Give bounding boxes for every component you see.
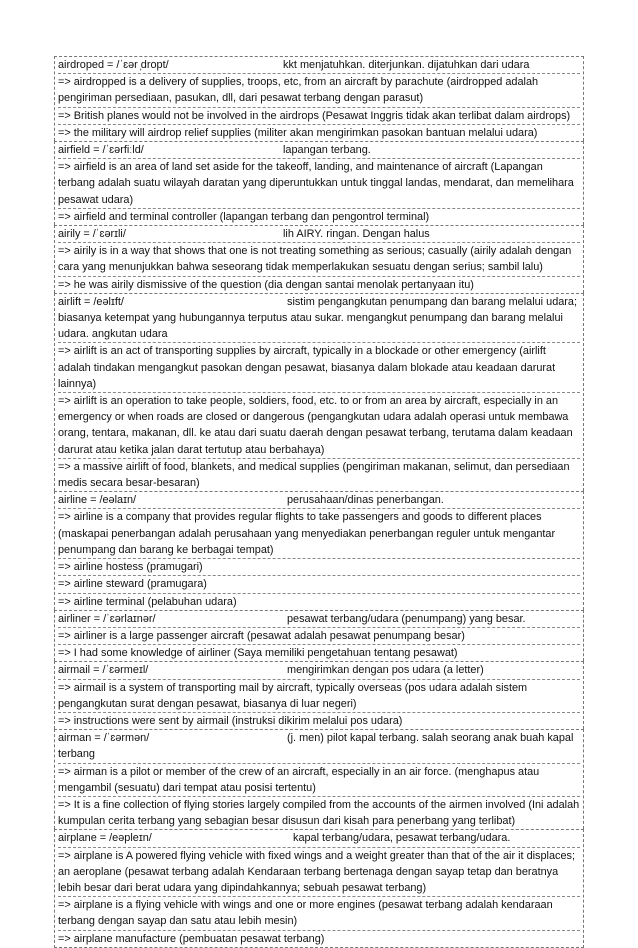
example-line: => airman is a pilot or member of the crew of an aircraft, especially in an air force. (menghapus atau mengambil (sesuatu) dari tempat atau posisi tertentu) (58, 763, 580, 796)
example-line: => airdropped is a delivery of supplies, troops, etc, from an aircraft by parachute (airdropped adalah pengiriman persediaan, pasukan, dll, dari pesawat terbang dengan parasut) (58, 73, 580, 106)
dictionary-entry (54, 729, 584, 829)
entry-headword-line (58, 294, 580, 343)
example-line: => airmail is a system of transporting mail by aircraft, typically overseas (pos udara adalah sistem pengangkutan surat dengan pesawat, biasanya di luar negeri) (58, 679, 580, 712)
definition: perusahaan/dinas penerbangan. (287, 494, 444, 507)
headword: airily = /ˈɛərɪli/ (58, 228, 126, 241)
example-line: => airfield is an area of land set aside for the takeoff, landing, and maintenance of aircraft (Lapangan terbang adalah suatu wilayah daratan yang diperuntukkan untuk tinggal landas, mendarat, dan memelihara pesawat udara) (58, 158, 580, 208)
entry-headword-line (58, 492, 580, 508)
definition: (j. men) pilot kapal terbang. salah seorang anak buah kapal terbang (58, 732, 574, 761)
definition: sistim pengangkutan penumpang dan barang melalui udara; biasanya ketempat yang hubungannya terputus atau sukar. mengangkut penumpang dan barang melalui udara. angkutan udara (58, 295, 578, 341)
example-line: => It is a fine collection of flying stories largely compiled from the accounts of the airmen involved (Ini adalah kumpulan cerita terbang yang sebagian besar disusun dari kisah para penerbang yang terlibat) (58, 796, 580, 829)
example-line: => airfield and terminal controller (lapangan terbang dan pengontrol terminal) (58, 208, 580, 225)
dictionary-entry (54, 610, 584, 662)
example-line: => British planes would not be involved in the airdrops (Pesawat Inggris tidak akan terlibat dalam airdrops) (58, 107, 580, 124)
example-line: => airplane manufacture (pembuatan pesawat terbang) (58, 930, 580, 947)
example-line: => airline is a company that provides regular flights to take passengers and goods to different places (maskapai penerbangan adalah perusahaan yang menyediakan penerbangan reguler untuk mengantar penumpang dan barang ke berbagai tempat) (58, 508, 580, 558)
example-line: => airplane is a flying vehicle with wings and one or more engines (pesawat terbang adalah kendaraan terbang dengan sayap dan satu atau lebih mesin) (58, 896, 580, 929)
definition: kkt menjatuhkan. diterjunkan. dijatuhkan dari udara (283, 59, 530, 71)
entry-headword-line (58, 662, 580, 678)
entry-headword-line (58, 57, 580, 73)
example-line: => instructions were sent by airmail (instruksi dikirim melalui pos udara) (58, 712, 580, 729)
entry-headword-line (58, 830, 580, 846)
dictionary-entry (54, 56, 584, 141)
definition: lapangan terbang. (283, 144, 371, 157)
example-line: => airplane is A powered flying vehicle with fixed wings and a weight greater than that of the air it displaces; an aeroplane (pesawat terbang adalah Kendaraan terbang bertenaga dengan sayap tetap dan beratnya lebih besar dari berat udara yang dipindahkannya; sebuah pesawat terbang) (58, 847, 580, 897)
headword: airline = /eəlaɪn/ (58, 494, 137, 507)
headword: airlift = /eəlɪft/ (58, 295, 124, 308)
example-line: => he was airily dismissive of the question (dia dengan santai menolak pertanyaan itu) (58, 276, 580, 293)
dictionary-entry (54, 225, 584, 293)
dictionary-page (54, 56, 584, 948)
dictionary-entry (54, 829, 584, 947)
headword: airmail = /ˈɛərmeɪl/ (58, 664, 149, 677)
example-line: => airlift is an act of transporting supplies by aircraft, typically in a blockade or other emergency (airlift adalah tindakan mengangkut pasokan dengan pesawat, biasanya dalam blokade atau keadaan darurat lainnya) (58, 342, 580, 392)
definition: kapal terbang/udara, pesawat terbang/udara. (293, 832, 511, 845)
dictionary-entry (54, 293, 584, 491)
headword: airman = /ˈɛərmən/ (58, 732, 150, 745)
example-line: => the military will airdrop relief supplies (militer akan mengirimkan pasokan bantuan melalui udara) (58, 124, 580, 141)
entry-headword-line (58, 611, 580, 627)
headword: airfield = /ˈɛərfiːld/ (58, 144, 144, 157)
definition: mengirimkan dengan pos udara (a letter) (287, 664, 484, 677)
dictionary-entry (54, 661, 584, 729)
definition: lih AIRY. ringan. Dengan halus (283, 228, 430, 241)
definition: pesawat terbang/udara (penumpang) yang besar. (287, 612, 526, 625)
entry-headword-line (58, 730, 580, 762)
dictionary-entry (54, 141, 584, 225)
example-line: => airline steward (pramugara) (58, 575, 580, 592)
example-line: => airline hostess (pramugari) (58, 558, 580, 575)
entry-headword-line (58, 142, 580, 158)
headword: airplane = /eəpleɪn/ (58, 832, 152, 845)
headword: airdroped = /ˈɛər ̩dropt/ (58, 59, 169, 71)
example-line: => I had some knowledge of airliner (Saya memiliki pengetahuan tentang pesawat) (58, 644, 580, 661)
dictionary-entry (54, 491, 584, 609)
headword: airliner = /ˈɛərlaɪnər/ (58, 612, 156, 625)
example-line: => airliner is a large passenger aircraft (pesawat adalah pesawat penumpang besar) (58, 627, 580, 644)
example-line: => airlift is an operation to take people, soldiers, food, etc. to or from an area by aircraft, especially in an emergency or when roads are closed or dangerous (pengangkutan udara adalah operasi untuk membawa orang, tentara, makanan, dll. ke atau dari suatu daerah dengan pesawat terbang, terutama dalam keadaan darurat atau ketika jalan darat tertutup atau berbahaya) (58, 392, 580, 458)
example-line: => a massive airlift of food, blankets, and medical supplies (pengiriman makanan, selimut, dan persediaan medis secara besar-besaran) (58, 458, 580, 491)
example-line: => airily is in a way that shows that one is not treating something as serious; casually (airily adalah dengan cara yang menunjukkan bahwa seseorang tidak memperlakukan sesuatu dengan serius; sambil lalu) (58, 242, 580, 275)
example-line: => airline terminal (pelabuhan udara) (58, 593, 580, 610)
entry-headword-line (58, 226, 580, 242)
